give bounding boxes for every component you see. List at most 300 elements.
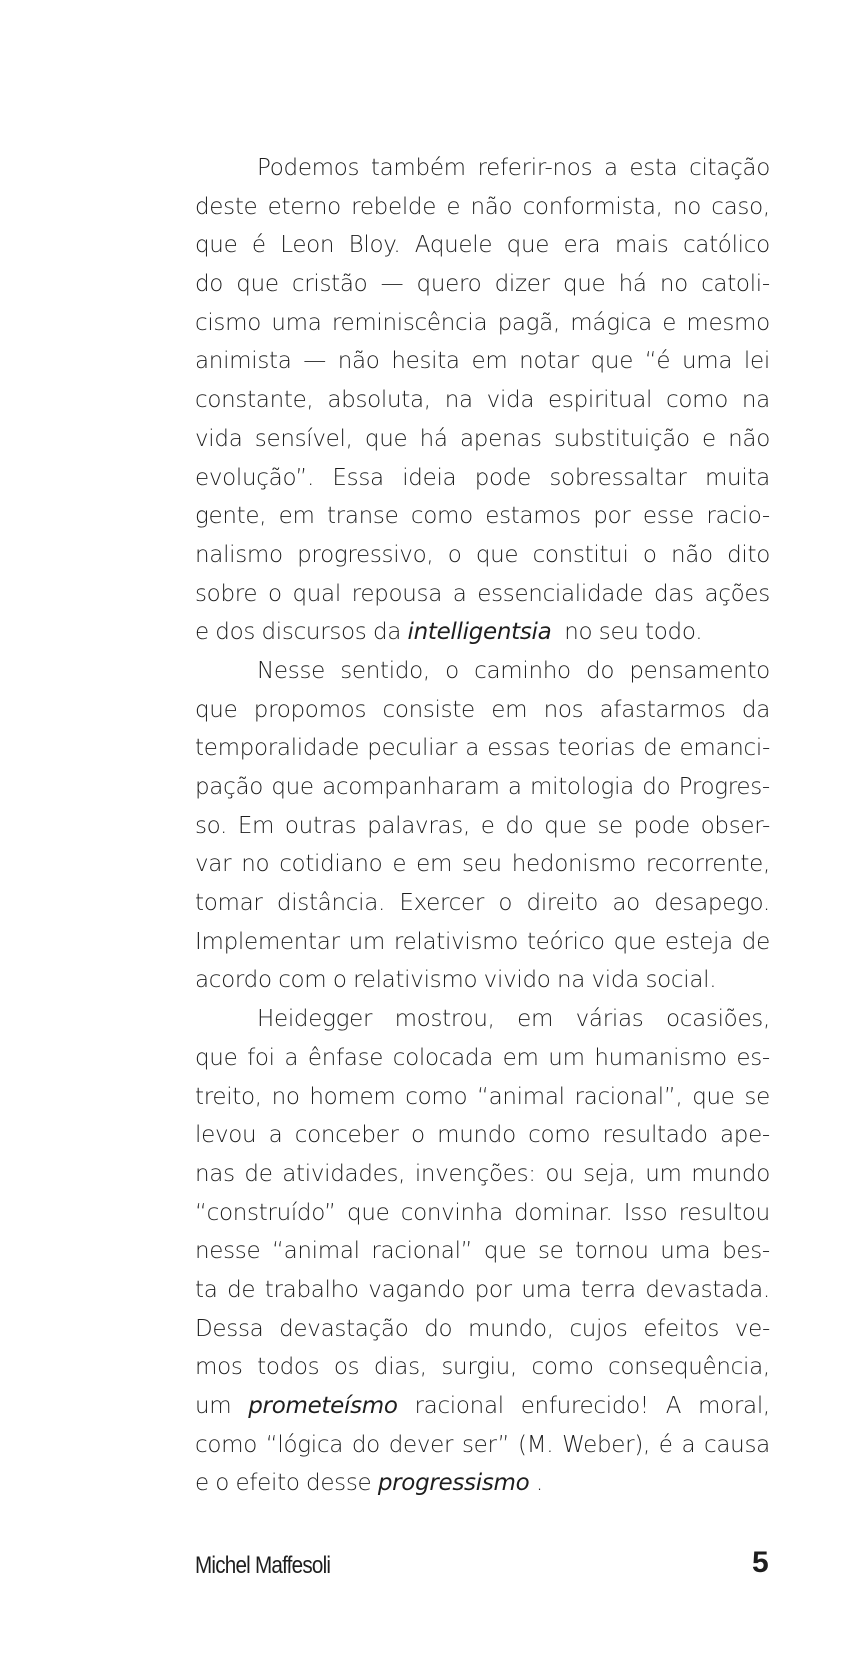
- word: acordo: [195, 967, 272, 994]
- word: como: [528, 1122, 591, 1149]
- word: temporalidade: [195, 735, 360, 762]
- text-line: [195, 1387, 770, 1426]
- word: direito: [526, 890, 598, 917]
- word: Nesse: [257, 657, 325, 684]
- word: como: [410, 503, 473, 530]
- word: sobre: [195, 580, 258, 607]
- word: dos: [215, 619, 256, 646]
- word: de: [741, 928, 770, 955]
- text-line: [195, 768, 770, 807]
- word: racional”,: [574, 1083, 683, 1110]
- text-line: [195, 1039, 770, 1078]
- word: a: [284, 1044, 299, 1071]
- word: ve-: [734, 1315, 770, 1342]
- word: como: [666, 387, 728, 414]
- word: Implementar: [195, 928, 340, 955]
- word: e: [662, 309, 677, 336]
- word: acompanharam: [322, 774, 500, 800]
- word: var: [195, 851, 232, 878]
- word: na: [741, 387, 770, 414]
- text-line: [195, 613, 770, 652]
- word: das: [653, 580, 694, 607]
- word: como: [405, 1083, 468, 1110]
- word: hedonismo: [511, 851, 636, 878]
- word: terra: [581, 1276, 636, 1303]
- word: que: [483, 1238, 527, 1265]
- text-line: [195, 497, 770, 536]
- word: repousa: [351, 580, 442, 607]
- word: da: [741, 696, 770, 723]
- word: o: [447, 541, 462, 568]
- word: ações: [704, 580, 770, 607]
- text-line: [195, 1271, 770, 1310]
- word: em: [502, 1044, 539, 1071]
- word: teórico: [526, 928, 605, 955]
- word: ser”: [461, 1431, 510, 1458]
- word: tornou: [575, 1238, 649, 1265]
- text-line: [195, 884, 770, 923]
- word: que: [475, 541, 519, 568]
- text-line: [195, 1194, 770, 1233]
- word: sensível,: [254, 425, 353, 452]
- word: cismo: [195, 309, 261, 336]
- word: no: [241, 851, 270, 878]
- word: peculiar: [367, 735, 458, 762]
- word: não: [728, 425, 770, 452]
- word: cujos: [569, 1315, 628, 1342]
- word: substituição: [553, 425, 690, 452]
- text-line: [195, 691, 770, 730]
- word: vida: [195, 425, 243, 452]
- word: evolução”.: [195, 464, 315, 491]
- text-line: [195, 807, 770, 846]
- word: bes-: [722, 1238, 770, 1265]
- word: progressismo .: [377, 1470, 543, 1497]
- word: que: [195, 232, 238, 259]
- word: não: [470, 193, 513, 220]
- word: distância.: [276, 890, 385, 917]
- word: caminho: [474, 657, 571, 684]
- word: na: [556, 967, 586, 994]
- word: so.: [195, 812, 228, 839]
- word: de: [227, 1276, 256, 1303]
- word: animista: [195, 348, 292, 375]
- text-line: [195, 265, 770, 304]
- word: (M.: [518, 1431, 554, 1458]
- word: invenções:: [414, 1160, 536, 1187]
- word: relativismo: [353, 967, 478, 994]
- word: de: [643, 735, 672, 762]
- word: o: [498, 890, 513, 917]
- word: da: [372, 619, 402, 646]
- word: e: [446, 193, 461, 220]
- word: e: [195, 619, 209, 646]
- word: é: [251, 232, 266, 259]
- word: “animal: [476, 1083, 565, 1110]
- word: que: [347, 1199, 390, 1226]
- word: do: [351, 1431, 380, 1458]
- word: desse: [306, 1470, 372, 1497]
- footer-author: Michel Maffesoli: [195, 1552, 331, 1579]
- text-line: [195, 729, 770, 768]
- word: essas: [487, 735, 550, 762]
- word: uma: [682, 348, 733, 375]
- word: racional: [414, 1393, 504, 1419]
- word: caso,: [711, 193, 770, 220]
- word: constante,: [195, 387, 314, 414]
- word: o: [445, 657, 459, 684]
- text-line: [195, 459, 770, 498]
- word: dever: [388, 1431, 454, 1458]
- word: catoli-: [701, 271, 770, 298]
- word: dizer: [494, 271, 550, 298]
- text-line: [195, 381, 770, 420]
- word: sentido,: [340, 657, 430, 684]
- word: [407, 613, 557, 652]
- word: uma: [521, 1276, 572, 1303]
- word: se: [744, 1083, 770, 1110]
- word: é: [658, 1431, 673, 1458]
- text-line: [195, 575, 770, 614]
- word: obser-: [700, 812, 770, 839]
- word: trabalho: [264, 1276, 359, 1303]
- word: pensamento: [629, 657, 770, 684]
- word: que: [506, 232, 550, 259]
- word: que: [692, 1083, 735, 1110]
- word: deste: [195, 193, 258, 220]
- word: sobressaltar: [549, 464, 687, 491]
- word: quero: [416, 271, 482, 298]
- word: cotidiano: [279, 851, 383, 878]
- word: —: [380, 271, 404, 298]
- word: ou: [545, 1160, 574, 1187]
- word: propomos: [253, 696, 367, 723]
- word: pode: [633, 812, 690, 839]
- word: que: [195, 696, 238, 723]
- word: no: [659, 271, 688, 298]
- word: Podemos: [257, 155, 360, 181]
- word: o: [267, 580, 282, 607]
- word: esta: [629, 155, 678, 181]
- word: na: [444, 387, 473, 414]
- word: a: [452, 580, 467, 607]
- word: no: [271, 1083, 300, 1110]
- word: efeitos: [643, 1315, 720, 1342]
- word: nos: [543, 696, 584, 723]
- word: progressivo,: [297, 541, 434, 568]
- word: muita: [704, 464, 770, 491]
- word: seu: [598, 619, 639, 646]
- text-line: [195, 845, 770, 884]
- word: ênfase: [307, 1044, 384, 1071]
- word: “é: [644, 348, 671, 375]
- word: mais: [614, 232, 669, 259]
- word: do: [424, 1315, 453, 1342]
- word: resultou: [678, 1199, 770, 1226]
- word: Dessa: [195, 1315, 264, 1342]
- italic-word: progressismo: [377, 1470, 530, 1497]
- word: nalismo: [195, 541, 283, 568]
- word: levou: [195, 1122, 257, 1149]
- word: Progres-: [678, 774, 770, 800]
- word: todo.: [645, 619, 703, 646]
- word: racio-: [706, 503, 770, 530]
- word: a: [603, 155, 618, 181]
- word: como: [195, 1431, 257, 1458]
- word: moral,: [698, 1393, 770, 1419]
- word: rebelde: [351, 193, 437, 220]
- text-line: [195, 1155, 770, 1194]
- word: “construído”: [195, 1199, 336, 1226]
- word: esse: [642, 503, 694, 530]
- word: todos: [257, 1354, 320, 1381]
- word: que: [195, 1044, 238, 1071]
- word: como: [531, 1354, 594, 1381]
- word: do: [505, 812, 534, 839]
- word: ao: [612, 890, 640, 917]
- word: racional”: [371, 1238, 473, 1265]
- word: discursos: [261, 619, 367, 646]
- word: Bloy.: [348, 232, 401, 259]
- word: o: [642, 541, 657, 568]
- word: Em: [237, 812, 275, 839]
- word: es-: [736, 1044, 770, 1071]
- word: Heidegger: [257, 1006, 373, 1033]
- word: há: [419, 425, 448, 452]
- word: efeito: [235, 1470, 300, 1497]
- word: eterno: [267, 193, 341, 220]
- word: por: [474, 1276, 512, 1303]
- word: mundo: [691, 1160, 770, 1187]
- word: mágica: [570, 309, 652, 336]
- text-line: [195, 226, 770, 265]
- word: seu: [462, 851, 502, 878]
- word: transe: [326, 503, 399, 530]
- word: consequência,: [608, 1354, 770, 1381]
- word: Isso: [623, 1199, 668, 1226]
- word: “animal: [271, 1238, 360, 1265]
- text-line: [195, 149, 770, 188]
- text-line: [195, 1464, 770, 1503]
- word: a: [268, 1122, 283, 1149]
- word: mos: [195, 1354, 243, 1381]
- word: pode: [474, 464, 531, 491]
- word: em: [278, 503, 315, 530]
- word: nesse: [195, 1238, 261, 1265]
- word: teorias: [558, 735, 636, 762]
- word: o: [411, 1122, 425, 1149]
- word: também: [370, 155, 466, 181]
- word: mitologia: [530, 774, 634, 800]
- word: qual: [292, 580, 341, 607]
- text-line: [195, 1000, 770, 1039]
- word: do: [195, 271, 224, 298]
- word: ape-: [719, 1122, 770, 1149]
- text-line: [195, 1348, 770, 1387]
- word: —: [303, 348, 326, 375]
- word: esteja: [664, 928, 733, 955]
- word: surgiu,: [441, 1354, 517, 1381]
- word: apenas: [460, 425, 542, 452]
- word: ta: [195, 1276, 218, 1303]
- word: que: [613, 928, 656, 955]
- page-number: 5: [752, 1546, 769, 1579]
- italic-word: intelligentsia: [407, 619, 552, 646]
- word: A: [665, 1393, 682, 1419]
- word: convinha: [400, 1199, 503, 1226]
- word: tomar: [195, 890, 263, 917]
- word: citação: [689, 155, 770, 181]
- text-line: [195, 923, 770, 962]
- word: conceber: [294, 1122, 399, 1149]
- word: a: [465, 735, 480, 762]
- word: devastada.: [645, 1276, 770, 1303]
- word: a: [507, 774, 522, 800]
- word: ocasiões,: [665, 1006, 770, 1033]
- word: pagã,: [497, 309, 560, 336]
- word: emanci-: [679, 735, 770, 762]
- word: causa: [704, 1431, 770, 1458]
- word: vagando: [368, 1276, 466, 1303]
- body-text: [195, 149, 770, 1503]
- word: mostrou,: [394, 1006, 495, 1033]
- word: ideia: [402, 464, 457, 491]
- word: treito,: [195, 1083, 262, 1110]
- word: dominar.: [514, 1199, 613, 1226]
- word: espiritual: [548, 387, 653, 414]
- word: hesita: [391, 348, 460, 375]
- word: lei: [743, 348, 770, 375]
- word: se: [537, 1238, 564, 1265]
- text-line: [195, 1232, 770, 1271]
- word: conformista,: [522, 193, 663, 220]
- word: notar: [519, 348, 579, 375]
- word: humanismo: [594, 1044, 727, 1071]
- text-line: [195, 652, 770, 691]
- word: a: [681, 1431, 696, 1458]
- word: Essa: [332, 464, 384, 491]
- word: que: [271, 774, 314, 800]
- word: do: [642, 774, 671, 800]
- word: recorrente,: [645, 851, 770, 878]
- word: seja,: [583, 1160, 636, 1187]
- word: devastação: [279, 1315, 409, 1342]
- word: desapego.: [654, 890, 770, 917]
- word: mesmo: [686, 309, 770, 336]
- word: mundo,: [467, 1315, 554, 1342]
- word: um: [348, 928, 386, 955]
- text-line: [195, 1078, 770, 1117]
- word: vivido: [483, 967, 551, 994]
- word: cristão: [291, 271, 368, 298]
- text-line: [195, 1116, 770, 1155]
- word: um: [195, 1393, 232, 1419]
- word: atividades,: [282, 1160, 406, 1187]
- word: referir-nos: [477, 155, 593, 181]
- word: no: [564, 619, 593, 646]
- word: com: [278, 967, 327, 994]
- word: em: [517, 1006, 554, 1033]
- word: uma: [660, 1238, 711, 1265]
- word: Leon: [280, 232, 335, 259]
- word: estamos: [485, 503, 581, 530]
- word: Exercer: [399, 890, 485, 917]
- word: os: [333, 1354, 360, 1381]
- word: resultado: [602, 1122, 708, 1149]
- word: o: [332, 967, 347, 994]
- word: era: [563, 232, 601, 259]
- text-line: [195, 342, 770, 381]
- word: vida: [486, 387, 535, 414]
- word: que: [236, 271, 279, 298]
- word: de: [244, 1160, 273, 1187]
- word: palavras,: [367, 812, 470, 839]
- word: afastarmos: [599, 696, 726, 723]
- word: mundo: [437, 1122, 516, 1149]
- text-line: [195, 304, 770, 343]
- text-line: [195, 1426, 770, 1465]
- word: Aquele: [414, 232, 493, 259]
- word: essencialidade: [477, 580, 644, 607]
- word: colocada: [392, 1044, 494, 1071]
- word: em: [416, 851, 453, 878]
- word: que: [590, 348, 634, 375]
- word: e: [392, 851, 407, 878]
- word: Weber),: [562, 1431, 650, 1458]
- word: outras: [284, 812, 357, 839]
- word: católico: [682, 232, 770, 259]
- word: consiste: [382, 696, 475, 723]
- text-line: [195, 188, 770, 227]
- word: uma: [271, 309, 322, 336]
- text-line: [195, 420, 770, 459]
- word: não: [670, 541, 713, 568]
- word: em: [471, 348, 508, 375]
- word: não: [337, 348, 380, 375]
- word: pação: [195, 774, 264, 800]
- text-line: [195, 536, 770, 575]
- word: dito: [727, 541, 770, 568]
- word: que: [364, 425, 408, 452]
- word: várias: [575, 1006, 644, 1033]
- word: por: [593, 503, 631, 530]
- word: que: [562, 271, 606, 298]
- word: social.: [645, 967, 717, 994]
- word: homem: [309, 1083, 396, 1110]
- word: reminiscência: [331, 309, 488, 336]
- word: dias,: [373, 1354, 427, 1381]
- word: relativismo: [393, 928, 519, 955]
- word: absoluta,: [327, 387, 431, 414]
- word: foi: [247, 1044, 275, 1071]
- word: um: [645, 1160, 682, 1187]
- word: se: [597, 812, 623, 839]
- word: nas: [195, 1160, 235, 1187]
- word: o: [215, 1470, 230, 1497]
- word: gente,: [195, 503, 267, 530]
- word: e: [195, 1470, 209, 1497]
- italic-word: prometeísmo: [248, 1393, 398, 1419]
- text-line: [195, 961, 770, 1000]
- word: [248, 1387, 397, 1426]
- word: constitui: [532, 541, 629, 568]
- word: que: [544, 812, 587, 839]
- text-line: [195, 1310, 770, 1349]
- word: em: [491, 696, 528, 723]
- word: vida: [591, 967, 639, 994]
- word: e: [702, 425, 716, 452]
- word: há: [618, 271, 647, 298]
